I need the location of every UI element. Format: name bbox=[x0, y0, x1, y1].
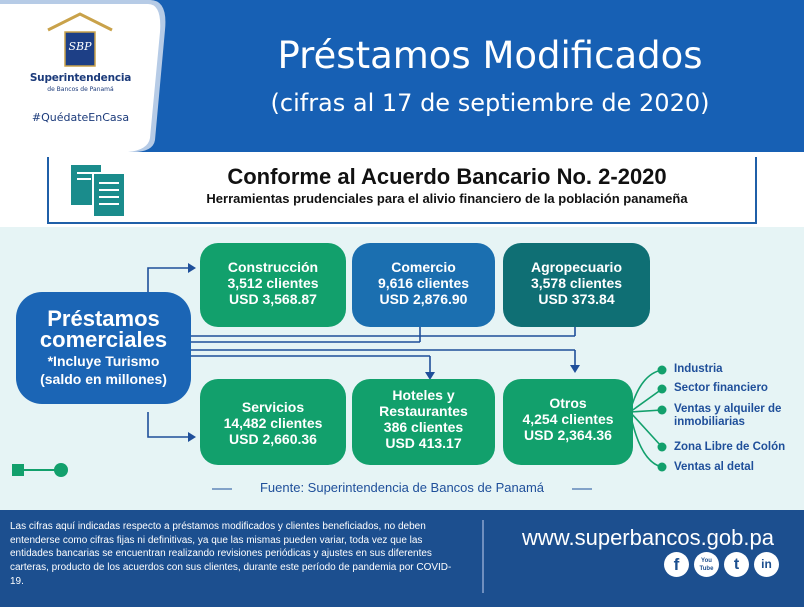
sector-clients: 9,616 clientes bbox=[377, 275, 470, 291]
loans-title-2: comerciales bbox=[39, 327, 168, 352]
sector-amount: USD 2,364.36 bbox=[524, 427, 612, 443]
logo-name: Superintendencia bbox=[29, 72, 132, 84]
others-item: Sector financiero bbox=[674, 382, 768, 394]
agreement-title: Conforme al Acuerdo Bancario No. 2-2020 bbox=[227, 164, 667, 189]
twitter-icon[interactable]: t bbox=[724, 552, 749, 577]
page-title: Préstamos Modificados bbox=[277, 34, 703, 77]
sector-amount: USD 2,876.90 bbox=[379, 291, 468, 307]
sector-name: Comercio bbox=[391, 259, 456, 275]
hashtag: #QuédateEnCasa bbox=[31, 111, 130, 124]
sector-name: Agropecuario bbox=[530, 259, 622, 275]
sector-name: Construcción bbox=[227, 259, 319, 275]
sector-amount: USD 2,660.36 bbox=[229, 431, 317, 447]
sector-hoteles-restaurantes bbox=[352, 379, 495, 465]
sector-clients: 4,254 clientes bbox=[522, 411, 614, 427]
legend-connector-icon bbox=[12, 463, 70, 479]
others-item: Industria bbox=[674, 363, 723, 375]
agreement-subtitle: Herramientas prudenciales para el alivio financiero de la población panameña bbox=[206, 191, 688, 206]
sector-servicios bbox=[200, 379, 346, 465]
commercial-loans-box bbox=[16, 292, 191, 404]
sector-name: Otros bbox=[549, 395, 587, 411]
logo-subtitle: de Bancos de Panamá bbox=[47, 86, 114, 93]
sector-amount: USD 3,568.87 bbox=[229, 291, 317, 307]
others-item: Zona Libre de Colón bbox=[674, 441, 786, 453]
source-text: Fuente: Superintendencia de Bancos de Panamá bbox=[232, 480, 572, 495]
sector-name-line1: Hoteles y bbox=[392, 387, 455, 403]
loans-note-2: (saldo en millones) bbox=[40, 371, 167, 387]
loans-note-1: *Incluye Turismo bbox=[47, 353, 160, 369]
loans-title-1: Préstamos bbox=[47, 306, 160, 331]
others-item: Ventas al detal bbox=[674, 461, 754, 473]
website-link[interactable]: www.superbancos.gob.pa bbox=[522, 525, 774, 550]
sector-amount: USD 373.84 bbox=[538, 291, 615, 307]
sector-otros bbox=[503, 379, 633, 465]
sector-comercio bbox=[352, 243, 495, 327]
page-subtitle: (cifras al 17 de septiembre de 2020) bbox=[270, 89, 710, 117]
youtube-icon[interactable]: You Tube bbox=[694, 552, 719, 577]
facebook-icon[interactable]: f bbox=[664, 552, 689, 577]
sector-clients: 3,578 clientes bbox=[530, 275, 623, 291]
others-item: inmobiliarias bbox=[674, 416, 745, 428]
disclaimer-text: Las cifras aquí indicadas respecto a préstamos modificados y clientes beneficiados, no deben entenderse como cifras fijas ni definitivas, ya que las mismas pueden variar, toda vez que las entidades bancarias se encuentran realizando revisiones periódicas y ajustes en sus diferentes carteras, producto de los acuerdos con sus clientes, durante este período de pandemia por COVID-19. bbox=[10, 521, 452, 587]
sector-clients: 386 clientes bbox=[383, 419, 464, 435]
logo-monogram: SBP bbox=[68, 40, 92, 53]
sector-name-line2: Restaurantes bbox=[379, 403, 468, 419]
sector-amount: USD 413.17 bbox=[385, 435, 462, 451]
others-item: Ventas y alquiler de bbox=[674, 403, 782, 415]
sector-agropecuario bbox=[503, 243, 650, 327]
sector-clients: 14,482 clientes bbox=[223, 415, 323, 431]
sector-construccion bbox=[200, 243, 346, 327]
footer bbox=[0, 510, 804, 607]
footer-divider bbox=[482, 520, 484, 593]
sector-clients: 3,512 clientes bbox=[227, 275, 319, 291]
linkedin-icon[interactable]: in bbox=[754, 552, 779, 577]
sector-name: Servicios bbox=[241, 399, 305, 415]
